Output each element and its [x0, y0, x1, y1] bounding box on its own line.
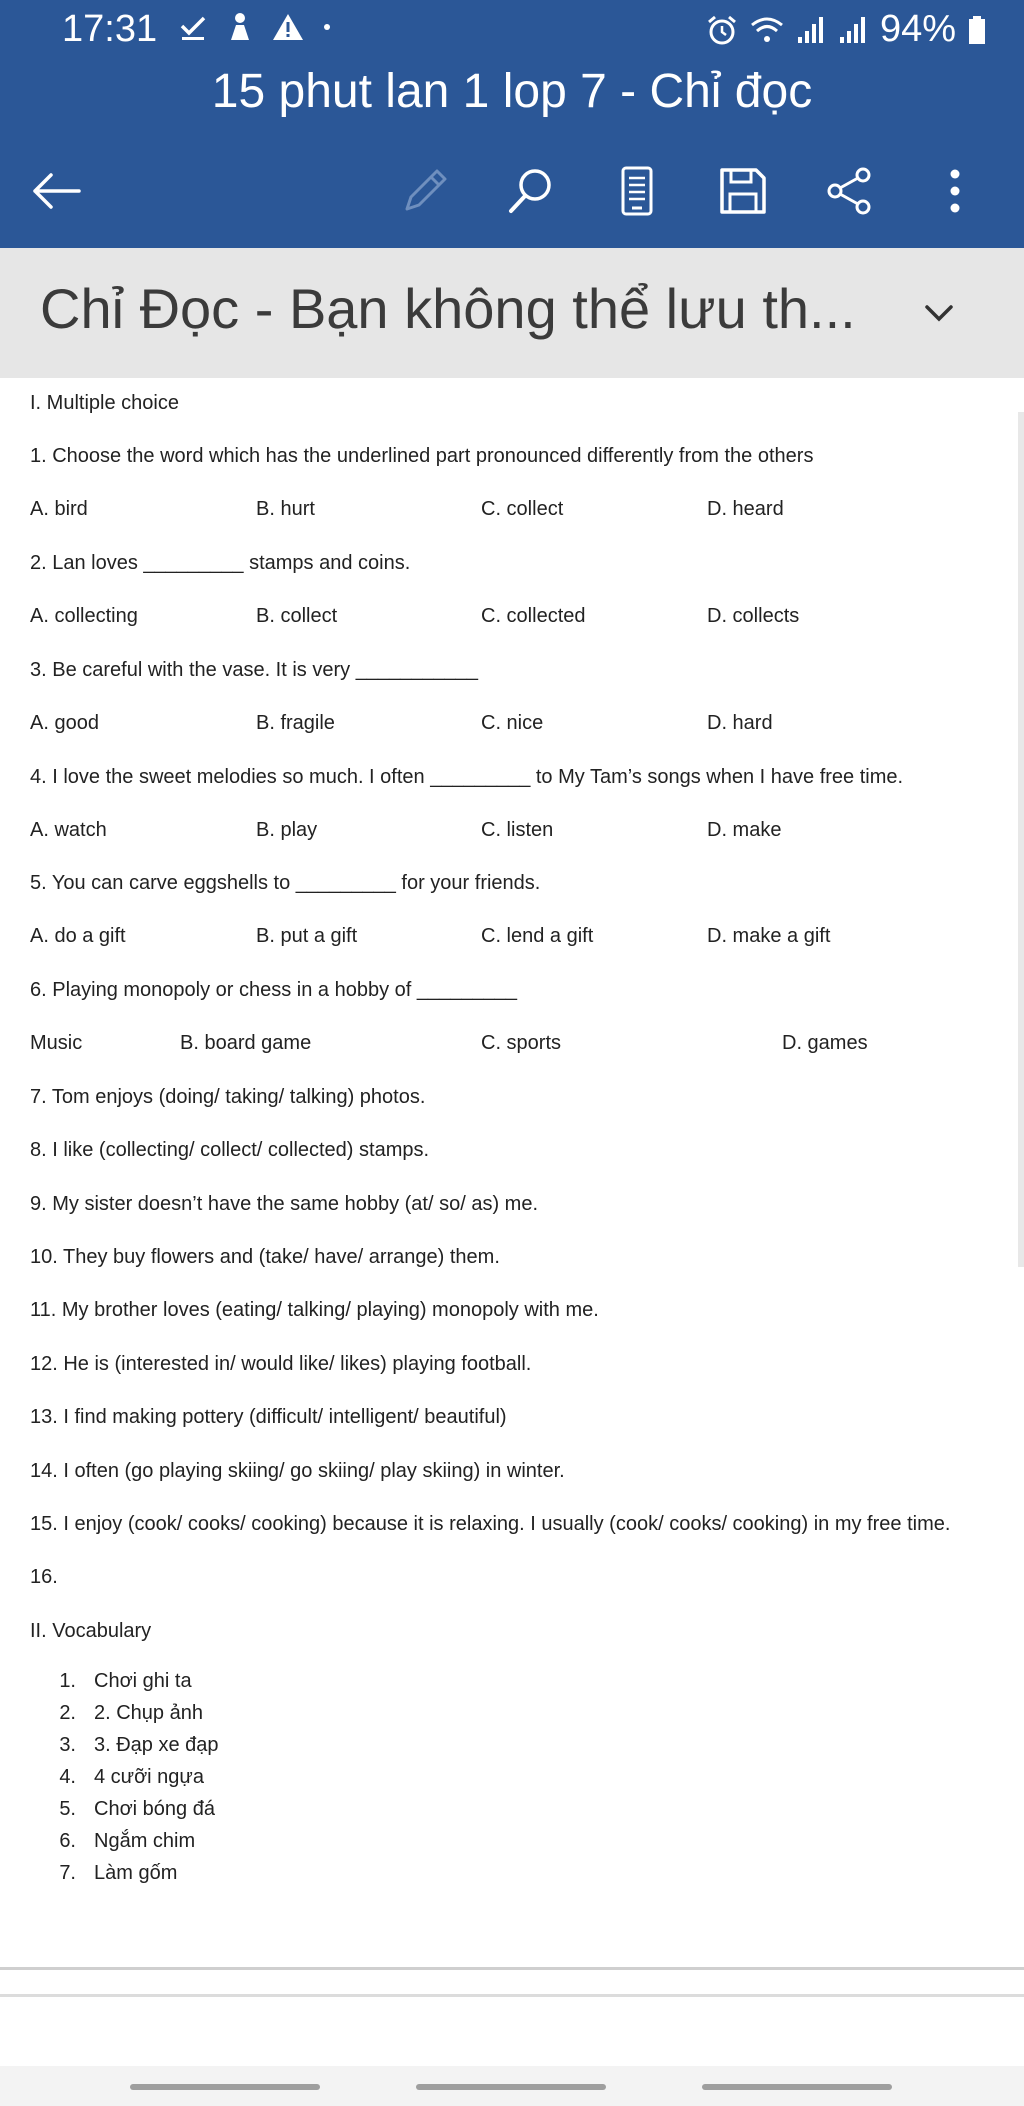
signal-icon: [796, 15, 826, 45]
list-item: [38, 1798, 219, 1830]
question-15: 15. I enjoy (cook/ cooks/ cooking) because it is relaxing. I usually (cook/ cooks/ cooking) in my free time.: [30, 1513, 951, 1535]
app-toolbar: [0, 158, 1024, 224]
option-d: D. make a gift: [707, 925, 831, 947]
status-time: 17:31: [62, 8, 158, 50]
nav-handle-center[interactable]: [416, 2084, 606, 2090]
vocabulary-list: [38, 1670, 219, 1894]
option-c: C. collected: [481, 605, 586, 627]
option-c: C. lend a gift: [481, 925, 594, 947]
question-1: 1. Choose the word which has the underlined part pronounced differently from the others: [30, 445, 814, 467]
list-text: Chơi ghi ta: [94, 1670, 192, 1692]
question-8: 8. I like (collecting/ collect/ collected) stamps.: [30, 1139, 430, 1161]
status-system-icons: [706, 8, 986, 51]
status-notification-icons: [178, 12, 332, 42]
more-vert-icon: [945, 165, 965, 217]
option-b: B. fragile: [256, 712, 335, 734]
option-a: A. bird: [30, 498, 88, 520]
option-b: B. collect: [256, 605, 338, 627]
banner-expand-button[interactable]: [914, 288, 964, 338]
option-b: B. hurt: [256, 498, 315, 520]
wifi-icon: [750, 15, 784, 45]
list-number: 2.: [59, 1702, 76, 1724]
save-button[interactable]: [710, 158, 776, 224]
search-icon: [505, 165, 557, 217]
divider: [0, 1967, 1024, 1970]
option-a: A. collecting: [30, 605, 138, 627]
mobile-view-icon: [617, 165, 657, 217]
option-c: C. nice: [481, 712, 544, 734]
question-11: 11. My brother loves (eating/ talking/ playing) monopoly with me.: [30, 1299, 599, 1321]
share-button[interactable]: [816, 158, 882, 224]
question-7: 7. Tom enjoys (doing/ taking/ talking) photos.: [30, 1086, 426, 1108]
save-icon: [718, 166, 768, 216]
question-9: 9. My sister doesn’t have the same hobby (at/ so/ as) me.: [30, 1193, 539, 1215]
list-item: [38, 1734, 219, 1766]
option-a: A. watch: [30, 819, 107, 841]
list-text: Làm gốm: [94, 1862, 178, 1884]
back-button[interactable]: [24, 158, 90, 224]
more-options-button[interactable]: [922, 158, 988, 224]
question-2: 2. Lan loves _________ stamps and coins.: [30, 552, 411, 574]
option-c: C. sports: [481, 1032, 562, 1054]
read-only-banner[interactable]: [0, 248, 1024, 378]
option-c: C. listen: [481, 819, 554, 841]
list-text: Chơi bóng đá: [94, 1798, 215, 1820]
option-b: B. board game: [180, 1032, 312, 1054]
list-number: 4.: [59, 1766, 76, 1788]
option-b: B. play: [256, 819, 318, 841]
option-d: D. make: [707, 819, 782, 841]
list-item: [38, 1670, 219, 1702]
battery-percent: 94%: [879, 8, 956, 50]
option-c: C. collect: [481, 498, 564, 520]
app-header: [0, 0, 1024, 248]
question-16: 16.: [30, 1566, 58, 1588]
battery-icon: [968, 15, 986, 45]
option-b: B. put a gift: [256, 925, 358, 947]
list-item: [38, 1862, 219, 1894]
dot-icon: [322, 12, 332, 42]
list-text: 2. Chụp ảnh: [94, 1702, 203, 1724]
option-a: A. good: [30, 712, 99, 734]
list-text: 3. Đạp xe đạp: [94, 1734, 219, 1756]
option-d: D. collects: [707, 605, 800, 627]
question-14: 14. I often (go playing skiing/ go skiing/ play skiing) in winter.: [30, 1460, 565, 1482]
list-number: 3.: [59, 1734, 76, 1756]
list-number: 1.: [59, 1670, 76, 1692]
list-number: 6.: [59, 1830, 76, 1852]
status-bar: [0, 0, 1024, 62]
option-d: D. games: [782, 1032, 868, 1054]
mobile-view-button[interactable]: [604, 158, 670, 224]
question-3: 3. Be careful with the vase. It is very ___________: [30, 659, 479, 681]
list-text: 4 cưỡi ngựa: [94, 1766, 204, 1788]
search-button[interactable]: [498, 158, 564, 224]
share-icon: [823, 165, 875, 217]
list-item: [38, 1702, 219, 1734]
alarm-icon: [706, 14, 738, 46]
nav-handle-right[interactable]: [702, 2084, 892, 2090]
list-number: 5.: [59, 1798, 76, 1820]
document-body[interactable]: [0, 378, 1024, 1970]
warning-icon: [272, 12, 304, 42]
download-check-icon: [178, 12, 208, 42]
edit-button[interactable]: [392, 158, 458, 224]
divider: [0, 1994, 1024, 1997]
question-6: 6. Playing monopoly or chess in a hobby of _________: [30, 979, 518, 1001]
chevron-down-icon: [923, 303, 955, 323]
document-title: 15 phut lan 1 lop 7 - Chỉ đọc: [211, 65, 813, 118]
section-title: I. Multiple choice: [30, 392, 179, 414]
pen-icon: [399, 165, 451, 217]
question-13: 13. I find making pottery (difficult/ intelligent/ beautiful): [30, 1406, 507, 1428]
option-a: Music: [30, 1032, 83, 1054]
question-4: 4. I love the sweet melodies so much. I often _________ to My Tam’s songs when I have free time.: [30, 766, 904, 788]
list-item: [38, 1766, 219, 1798]
person-icon: [226, 12, 254, 42]
list-text: Ngắm chim: [94, 1830, 196, 1852]
nav-handle-left[interactable]: [130, 2084, 320, 2090]
list-item: [38, 1830, 219, 1862]
option-d: D. heard: [707, 498, 784, 520]
section-title: II. Vocabulary: [30, 1620, 152, 1642]
option-a: A. do a gift: [30, 925, 126, 947]
question-12: 12. He is (interested in/ would like/ likes) playing football.: [30, 1353, 532, 1375]
option-d: D. hard: [707, 712, 773, 734]
signal-icon: [838, 15, 868, 45]
list-number: 7.: [59, 1862, 76, 1884]
question-5: 5. You can carve eggshells to _________ for your friends.: [30, 872, 541, 894]
document-scrollbar[interactable]: [1018, 412, 1024, 1267]
read-only-banner-text: Chỉ Đọc - Bạn không thể lưu th...: [40, 277, 856, 340]
back-arrow-icon: [31, 171, 83, 211]
question-10: 10. They buy flowers and (take/ have/ arrange) them.: [30, 1246, 500, 1268]
